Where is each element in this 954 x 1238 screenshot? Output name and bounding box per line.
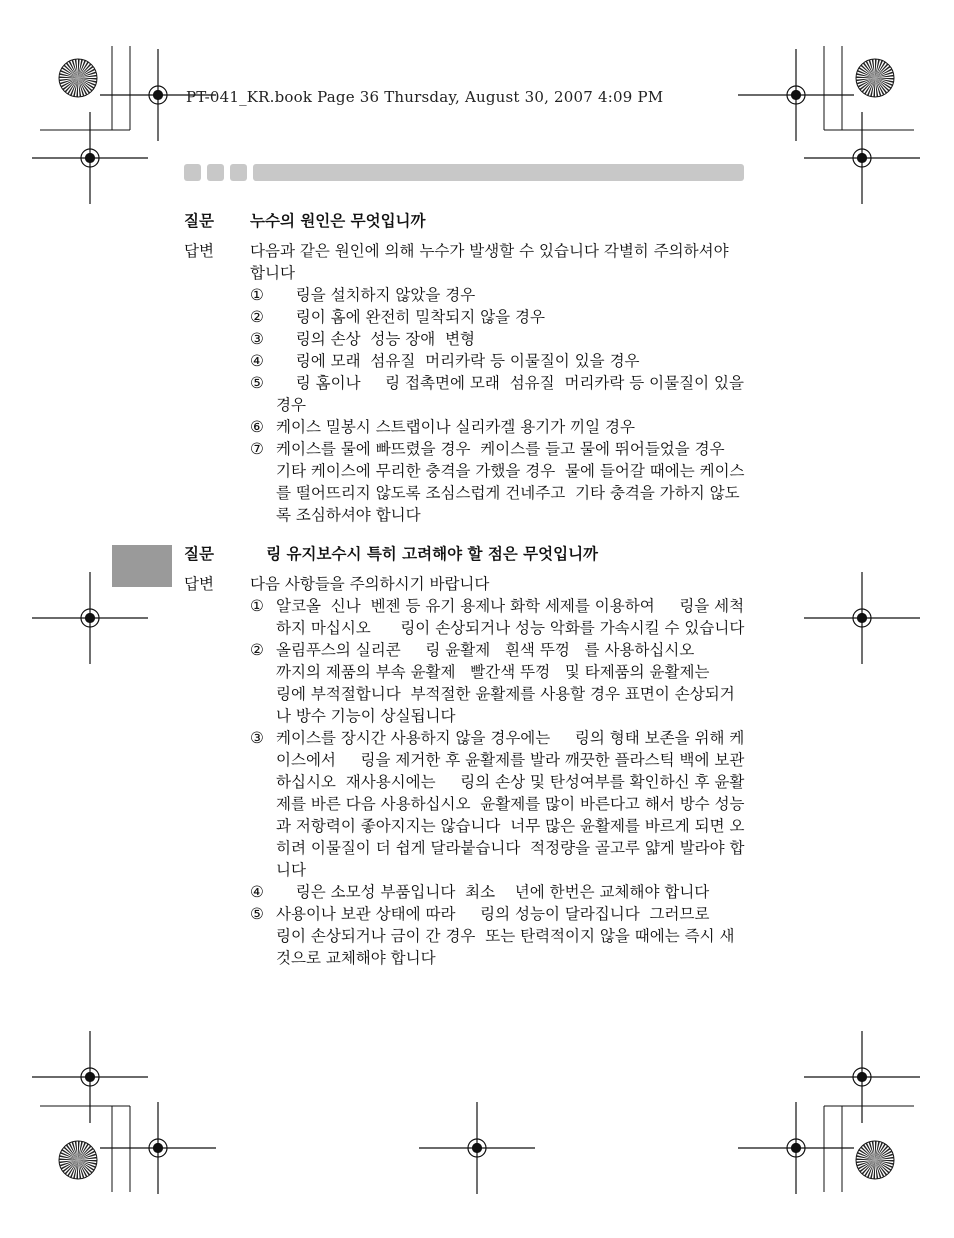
list-item: ② 올림푸스의 실리콘 링 윤활제 흰색 뚜껑 를 사용하십시오 까지의 제품의 부속 윤활제 빨간색 뚜껑 및 타제품의 윤활제는 링에 부적절합니다 부적절한 윤활제를 사용할 경우 표면이 손상되거나 방수 기능이 상실됩니다: [250, 641, 764, 725]
list-item: ③ 링의 손상 성능 장애 변형: [250, 330, 476, 348]
list-item: ⑤ 사용이나 보관 상태에 따라 링의 성능이 달라집니다 그러므로 링이 손상되거나 금이 간 경우 또는 탄력적이지 않을 때에는 즉시 새 것으로 교체해야 합니다: [250, 905, 740, 967]
registration-mark-icon: [419, 1102, 535, 1194]
registration-mark-icon: [100, 1102, 216, 1194]
qa-section-leak: [184, 210, 749, 526]
starburst-icon: [59, 59, 97, 97]
qa-section-maintenance: [184, 543, 764, 969]
question-row: [184, 543, 746, 565]
chapter-side-tab: [112, 545, 172, 587]
registration-mark-icon: [32, 112, 148, 204]
registration-mark-icon: [738, 1102, 854, 1194]
list-item: ① 링을 설치하지 않았을 경우: [250, 286, 476, 304]
question-row: [184, 210, 746, 232]
answer-intro: 다음 사항들을 주의하시기 바랍니다: [250, 575, 490, 593]
starburst-icon: [856, 1141, 894, 1179]
question-label: 질문: [184, 212, 214, 230]
answer-label: 답변: [184, 242, 214, 260]
question-text: 누수의 원인은 무엇입니까: [250, 212, 426, 230]
list-item: ③ 케이스를 장시간 사용하지 않을 경우에는 링의 형태 보존을 위해 케이스에서 링을 제거한 후 윤활제를 발라 깨끗한 플라스틱 백에 보관하십시오 재사용시에는 링의 손상 및 탄성여부를 확인하신 후 윤활제를 바른 다음 사용하십시오 윤활제를 많이 바른다고 해서 방수 성능과 저항력이 좋아지지는 않습니다 너무 많은 윤활제를 바르게 되면 오히려 이물질이 더 쉽게 달라붙습니다 적정량을 골고루 얇게 발라야 합니다: [250, 729, 745, 879]
list-item: ⑥ 케이스 밀봉시 스트랩이나 실리카겔 용기가 끼일 경우: [250, 418, 635, 436]
registration-mark-icon: [804, 112, 920, 204]
list-item: ④ 링은 소모성 부품입니다 최소 년에 한번은 교체해야 합니다: [250, 883, 710, 901]
answer-label: 답변: [184, 575, 214, 593]
list-item: ④ 링에 모래 섬유질 머리카락 등 이물질이 있을 경우: [250, 352, 640, 370]
answer-body: [250, 573, 764, 969]
answer-body: [250, 240, 749, 526]
list-item: ② 링이 홈에 완전히 밀착되지 않을 경우: [250, 308, 545, 326]
registration-mark-icon: [738, 49, 854, 141]
cause-list: [250, 284, 749, 526]
maintenance-list: [250, 595, 764, 969]
registration-mark-icon: [804, 572, 920, 664]
registration-mark-icon: [804, 1031, 920, 1123]
starburst-icon: [856, 59, 894, 97]
answer-row: [184, 573, 764, 969]
list-item: ① 알코올 신나 벤젠 등 유기 용제나 화학 세제를 이용하여 링을 세척하지 마십시오 링이 손상되거나 성능 악화를 가속시킬 수 있습니다: [250, 597, 745, 637]
print-header: PT-041_KR.book Page 36 Thursday, August 30, 2007 4:09 PM: [186, 88, 664, 106]
question-label: 질문: [184, 545, 214, 563]
list-item: ⑦ 케이스를 물에 빠뜨렸을 경우 케이스를 들고 물에 뛰어들었을 경우 기타 케이스에 무리한 충격을 가했을 경우 물에 들어갈 때에는 케이스를 떨어뜨리지 않도록 조심스럽게 건네주고 기타 충격을 가하지 않도록 조심하셔야 합니다: [250, 440, 745, 524]
answer-row: [184, 240, 749, 526]
answer-intro: 다음과 같은 원인에 의해 누수가 발생할 수 있습니다 각별히 주의하셔야 합니다: [250, 242, 729, 282]
registration-mark-icon: [32, 1031, 148, 1123]
question-text: 링 유지보수시 특히 고려해야 할 점은 무엇입니까: [250, 545, 599, 563]
section-bars: [184, 164, 744, 181]
starburst-icon: [59, 1141, 97, 1179]
list-item: ⑤ 링 홈이나 링 접촉면에 모래 섬유질 머리카락 등 이물질이 있을 경우: [250, 374, 749, 414]
